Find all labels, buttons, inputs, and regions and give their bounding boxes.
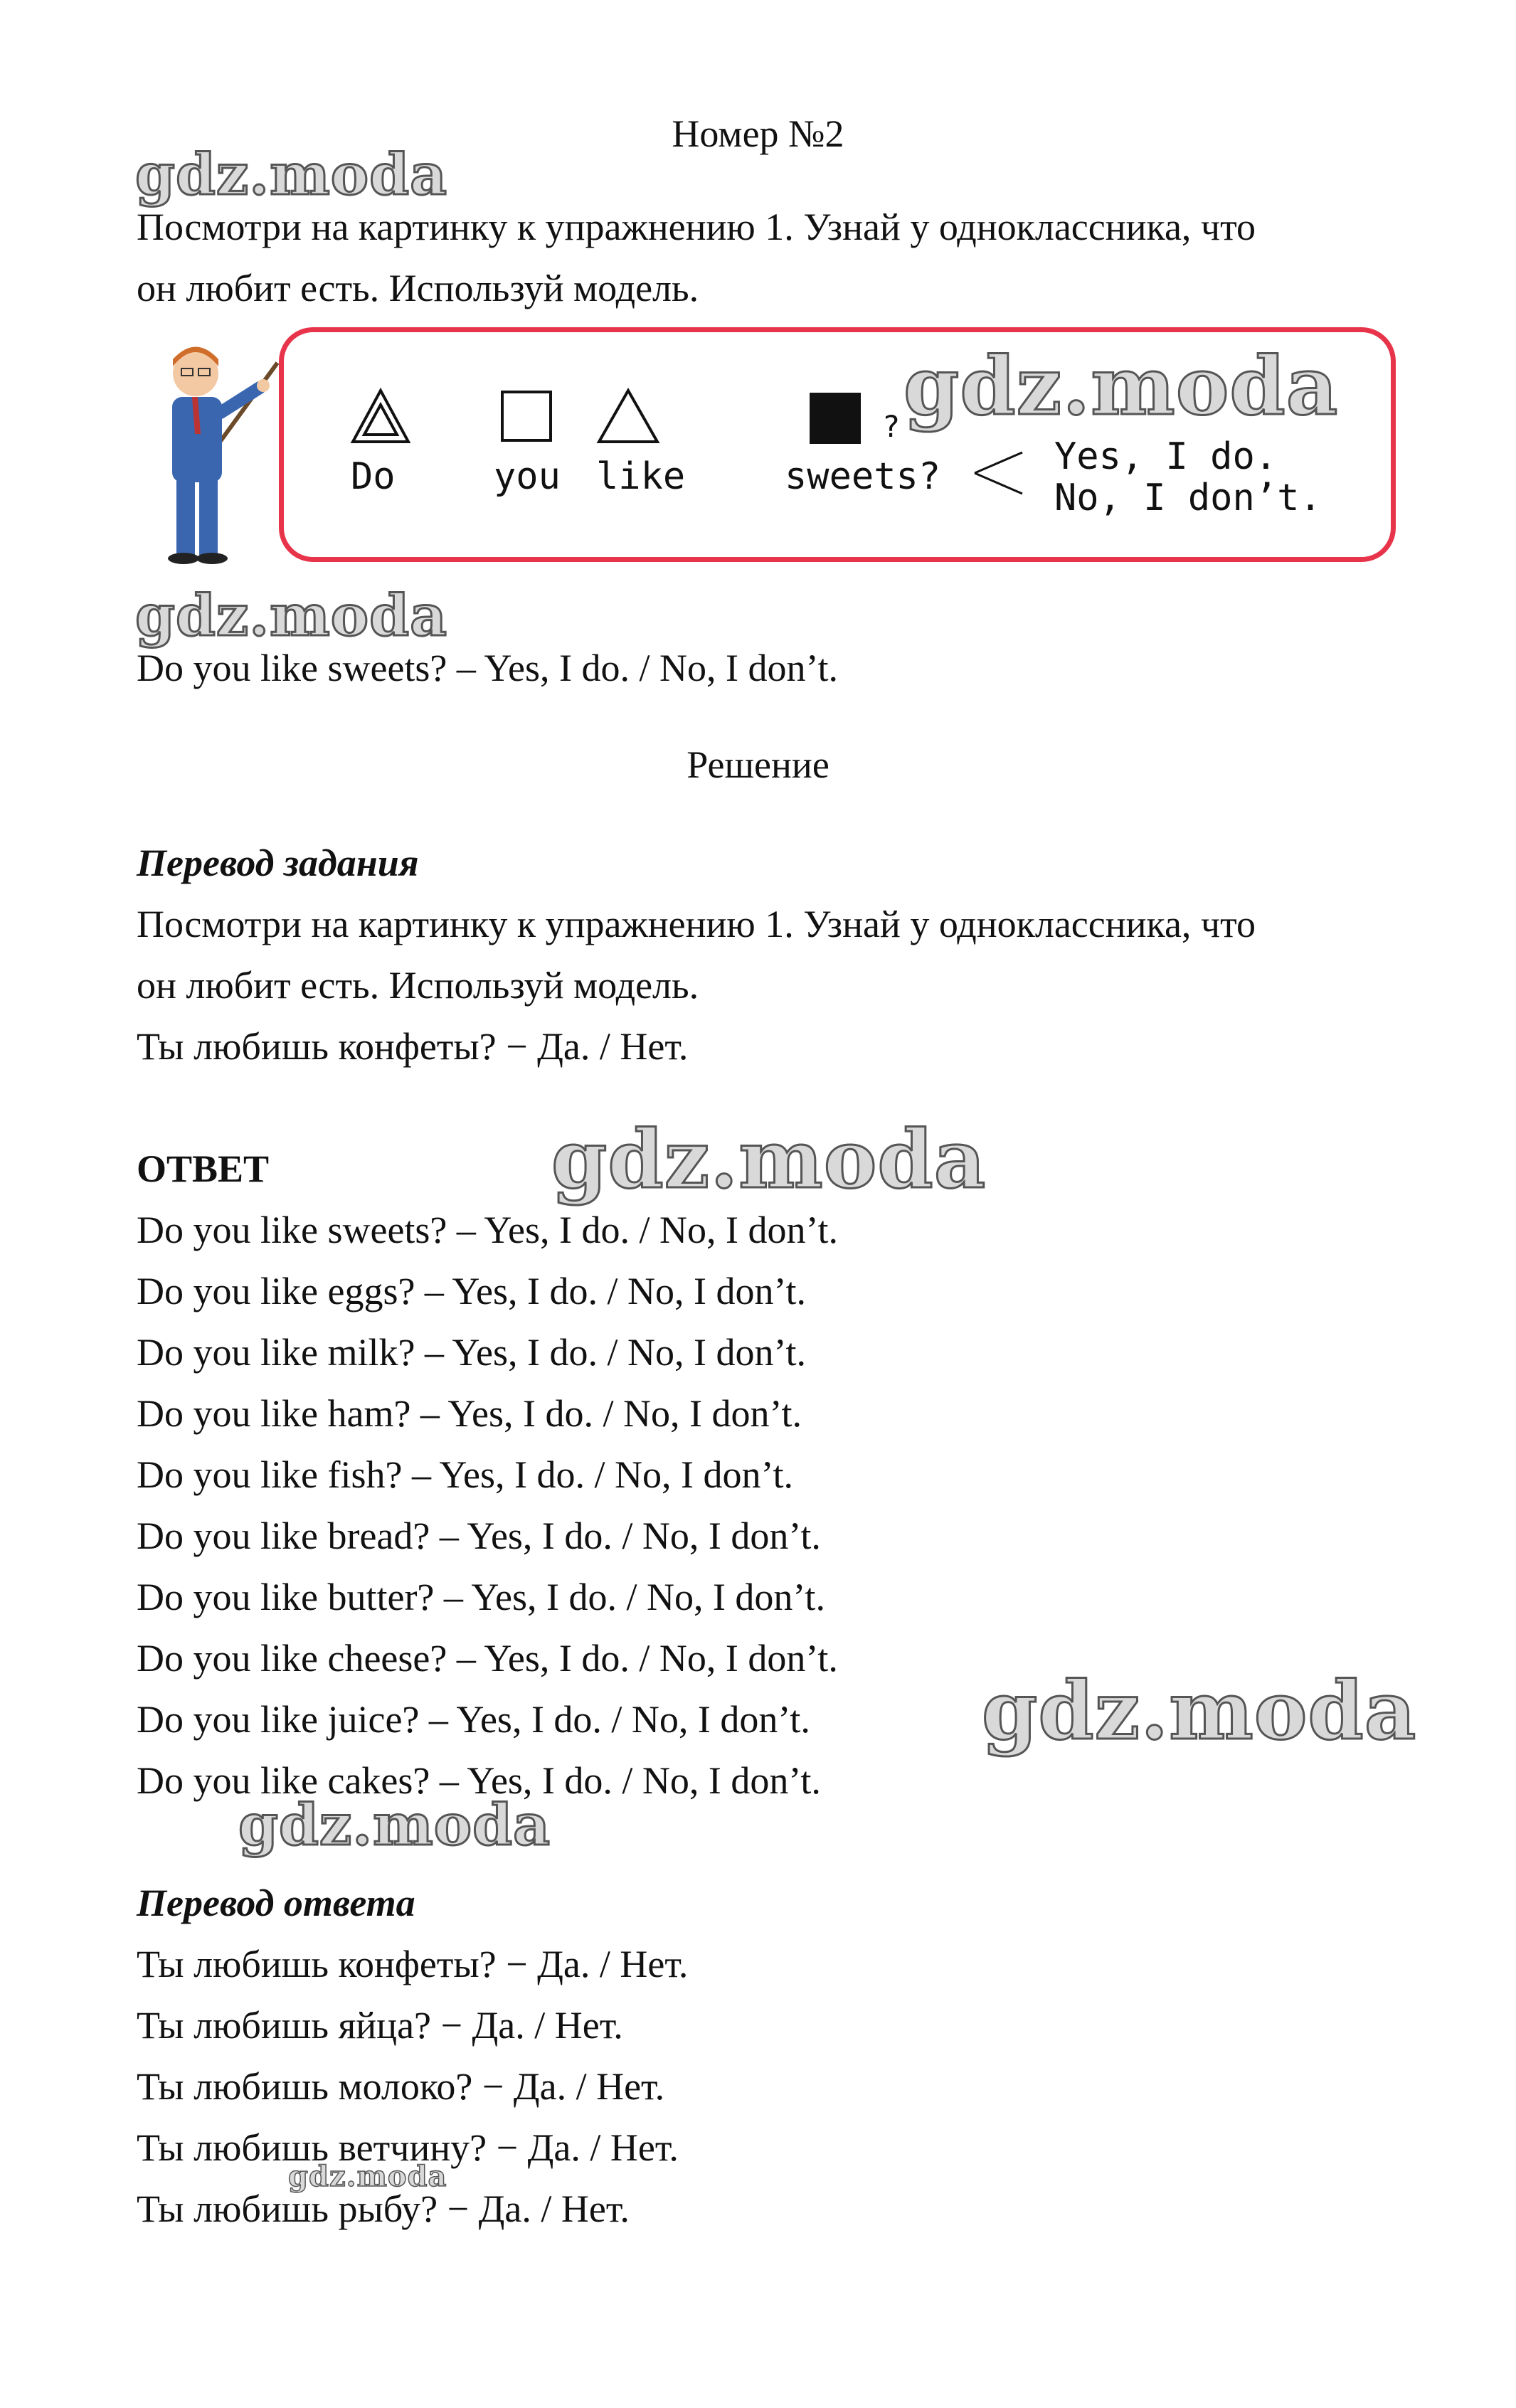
model-word-you: you — [494, 455, 561, 498]
translation-task-line-2: он любит есть. Используй модель. — [137, 964, 699, 1007]
answer-line: Do you like cheese? – Yes, I do. / No, I don’t. — [137, 1637, 838, 1680]
square-icon — [499, 389, 553, 443]
answer-line: Do you like bread? – Yes, I do. / No, I don’t. — [137, 1515, 821, 1557]
answer-heading: ОТВЕТ — [137, 1147, 270, 1190]
watermark: gdz.moda — [135, 582, 447, 649]
translation-answer-line: Ты любишь ветчину? − Да. / Нет. — [137, 2126, 679, 2169]
model-word-do: Do — [351, 455, 396, 498]
filled-square-icon — [810, 393, 861, 444]
task-line-2: он любит есть. Используй модель. — [137, 267, 699, 309]
answer-line: Do you like fish? – Yes, I do. / No, I don’t. — [137, 1453, 793, 1496]
watermark: gdz.moda — [903, 340, 1339, 433]
watermark: gdz.moda — [982, 1665, 1417, 1758]
model-answer-no: No, I don’t. — [1054, 477, 1322, 519]
task-line-1: Посмотри на картинку к упражнению 1. Узнай у одноклассника, что — [137, 206, 1256, 248]
answer-line: Do you like milk? – Yes, I do. / No, I don’t. — [137, 1331, 806, 1374]
translation-task-heading: Перевод задания — [137, 842, 419, 884]
translation-task-line-3: Ты любишь конфеты? − Да. / Нет. — [137, 1025, 689, 1068]
watermark: gdz.moda — [288, 2160, 447, 2193]
model-word-sweets: sweets? — [785, 455, 941, 498]
translation-answer-line: Ты любишь конфеты? − Да. / Нет. — [137, 1943, 689, 1985]
answer-line: Do you like butter? – Yes, I do. / No, I don’t. — [137, 1576, 825, 1618]
answer-line: Do you like cakes? – Yes, I do. / No, I don’t. — [137, 1759, 821, 1802]
answer-line: Do you like ham? – Yes, I do. / No, I don’t. — [137, 1392, 802, 1435]
page-title: Номер №2 — [672, 112, 844, 155]
model-sentence: Do you like sweets? – Yes, I do. / No, I don’t. — [137, 647, 838, 689]
translation-answer-line: Ты любишь яйца? − Да. / Нет. — [137, 2004, 623, 2047]
watermark: gdz.moda — [238, 1791, 551, 1858]
answer-line: Do you like sweets? – Yes, I do. / No, I don’t. — [137, 1209, 838, 1251]
watermark: gdz.moda — [551, 1113, 987, 1206]
watermark: gdz.moda — [135, 141, 447, 208]
translation-answer-line: Ты любишь молоко? − Да. / Нет. — [137, 2065, 665, 2108]
model-answer-yes: Yes, I do. — [1054, 435, 1278, 478]
answer-line: Do you like eggs? – Yes, I do. / No, I don’t. — [137, 1270, 806, 1312]
translation-answer-line: Ты любишь рыбу? − Да. / Нет. — [137, 2187, 630, 2230]
branch-arrows-icon — [971, 448, 1024, 498]
model-word-like: like — [596, 455, 686, 498]
model-question-mark: ? — [882, 409, 901, 444]
double-triangle-icon — [350, 388, 411, 445]
solution-heading: Решение — [687, 743, 829, 786]
teacher-illustration — [142, 334, 285, 569]
answer-line: Do you like juice? – Yes, I do. / No, I don’t. — [137, 1698, 810, 1741]
translation-task-line-1: Посмотри на картинку к упражнению 1. Узнай у одноклассника, что — [137, 903, 1256, 945]
translation-answer-heading: Перевод ответа — [137, 1882, 415, 1924]
triangle-icon — [596, 388, 660, 445]
